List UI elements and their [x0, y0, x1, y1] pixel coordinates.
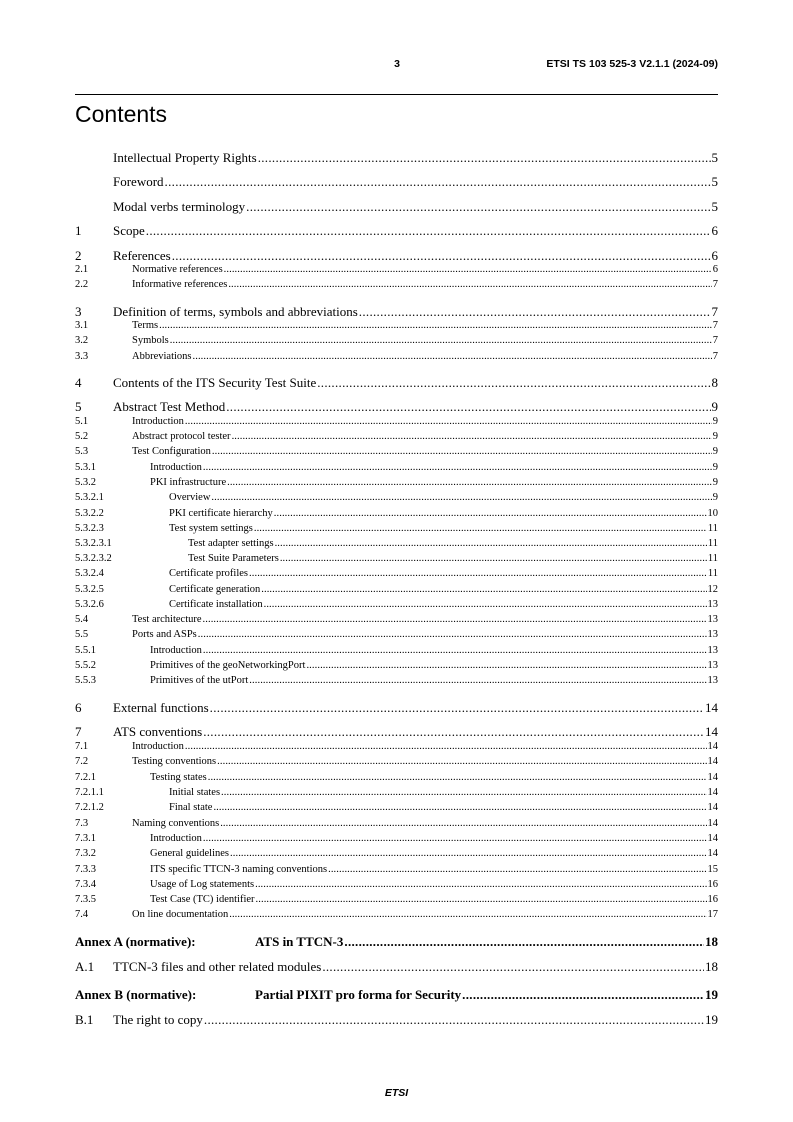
toc-entry-page: 5: [711, 199, 718, 214]
toc-entry[interactable]: [75, 756, 718, 769]
toc-entry-page: 9: [712, 431, 718, 442]
toc-leader-dots: [264, 599, 707, 610]
toc-leader-dots: [203, 833, 707, 844]
toc-leader-dots: [249, 675, 706, 686]
toc-entry-number: 5.3.2.2: [75, 508, 104, 519]
toc-annex-entry[interactable]: [75, 934, 718, 950]
toc-entry[interactable]: [75, 584, 718, 597]
toc-entry[interactable]: [75, 741, 718, 754]
toc-entry-number: 7.3.4: [75, 879, 96, 890]
toc-leader-dots: [203, 614, 707, 625]
toc-entry-page: 5: [711, 150, 718, 165]
toc-entry-title: Ports and ASPs: [132, 629, 197, 640]
toc-entry-number: 7: [75, 724, 82, 739]
toc-entry[interactable]: [75, 477, 718, 490]
toc-entry-number: 5.3.2.1: [75, 492, 104, 503]
toc-entry[interactable]: [75, 538, 718, 551]
toc-entry-title: Test Configuration: [132, 446, 211, 457]
toc-entry[interactable]: [75, 320, 718, 333]
toc-leader-dots: [170, 335, 712, 346]
toc-entry-title: Contents of the ITS Security Test Suite: [113, 375, 317, 390]
toc-leader-dots: [258, 150, 711, 166]
toc-entry-title: ATS conventions: [113, 724, 203, 739]
toc-entry[interactable]: [75, 199, 718, 215]
toc-entry-page: 9: [712, 416, 718, 427]
toc-entry-page: 13: [707, 675, 718, 686]
toc-annex-entry[interactable]: [75, 987, 718, 1003]
toc-entry-title: References: [113, 248, 171, 263]
toc-leader-dots: [274, 508, 707, 519]
toc-entry-number: 5.3.2.4: [75, 568, 104, 579]
toc-entry-number: 7.3.5: [75, 894, 96, 905]
toc-entry-page: 14: [707, 833, 718, 844]
toc-leader-dots: [204, 1012, 704, 1028]
toc-entry[interactable]: [75, 675, 718, 688]
toc-leader-dots: [228, 279, 711, 290]
toc-entry-number: 5.5.1: [75, 645, 96, 656]
toc-entry-number: 2.2: [75, 279, 89, 290]
toc-leader-dots: [211, 492, 711, 503]
toc-entry-title: Testing conventions: [132, 756, 217, 767]
toc-entry-number: 7.3.1: [75, 833, 96, 844]
toc-entry-page: 12: [707, 584, 718, 595]
toc-entry[interactable]: [75, 1012, 718, 1028]
toc-entry-title: Partial PIXIT pro forma for Security: [255, 987, 462, 1002]
toc-entry-title: Definition of terms, symbols and abbreviations: [113, 304, 358, 319]
page-number: 3: [394, 58, 400, 70]
toc-entry-title: Certificate generation: [169, 584, 261, 595]
toc-leader-dots: [224, 264, 712, 275]
toc-entry[interactable]: [75, 351, 718, 364]
toc-entry-page: 9: [712, 462, 718, 473]
toc-entry-number: 7.2.1: [75, 772, 96, 783]
toc-entry[interactable]: [75, 568, 718, 581]
toc-entry[interactable]: [75, 629, 718, 642]
toc-entry-title: Test Suite Parameters: [188, 553, 279, 564]
toc-entry-title: TTCN-3 files and other related modules: [113, 959, 322, 974]
toc-entry[interactable]: [75, 264, 718, 277]
toc-entry-title: PKI infrastructure: [150, 477, 227, 488]
toc-entry-title: Initial states: [169, 787, 221, 798]
toc-entry[interactable]: [75, 833, 718, 846]
toc-entry-title: The right to copy: [113, 1012, 203, 1027]
toc-leader-dots: [306, 660, 706, 671]
toc-entry-title: Intellectual Property Rights: [113, 150, 257, 165]
toc-entry-title: Test adapter settings: [188, 538, 274, 549]
toc-entry-number: 6: [75, 700, 82, 715]
toc-leader-dots: [185, 741, 707, 752]
toc-entry-title: Test system settings: [169, 523, 253, 534]
toc-entry-page: 14: [707, 848, 718, 859]
toc-entry-number: 5.5.3: [75, 675, 96, 686]
toc-entry-page: 11: [707, 553, 718, 564]
toc-entry-number: 2.1: [75, 264, 89, 275]
toc-entry-title: On line documentation: [132, 909, 229, 920]
toc-entry-page: 18: [705, 959, 718, 974]
toc-leader-dots: [185, 416, 712, 427]
toc-entry-title: Test architecture: [132, 614, 202, 625]
toc-entry[interactable]: [75, 416, 718, 429]
toc-entry[interactable]: [75, 787, 718, 800]
toc-entry[interactable]: [75, 879, 718, 892]
toc-entry-number: 7.2: [75, 756, 89, 767]
toc-entry-title: Certificate profiles: [169, 568, 249, 579]
toc-entry[interactable]: [75, 772, 718, 785]
toc-entry-title: PKI certificate hierarchy: [169, 508, 273, 519]
toc-entry-title: Primitives of the geoNetworkingPort: [150, 660, 306, 671]
toc-entry-page: 13: [707, 614, 718, 625]
toc-leader-dots: [213, 802, 706, 813]
toc-entry[interactable]: [75, 462, 718, 475]
toc-entry-number: 7.2.1.2: [75, 802, 104, 813]
toc-entry-page: 18: [705, 934, 718, 949]
toc-entry-title: Final state: [169, 802, 213, 813]
toc-leader-dots: [359, 304, 711, 320]
toc-entry-title: Symbols: [132, 335, 169, 346]
toc-leader-dots: [208, 772, 707, 783]
toc-entry[interactable]: [75, 279, 718, 292]
toc-entry-page: 11: [707, 523, 718, 534]
toc-entry-number: 5.3: [75, 446, 89, 457]
toc-leader-dots: [227, 477, 712, 488]
toc-entry[interactable]: [75, 553, 718, 566]
toc-entry-page: 9: [712, 477, 718, 488]
toc-leader-dots: [203, 645, 707, 656]
toc-leader-dots: [462, 987, 704, 1003]
toc-entry-number: 5.1: [75, 416, 89, 427]
toc-entry-page: 7: [712, 351, 718, 362]
toc-leader-dots: [256, 894, 707, 905]
toc-leader-dots: [221, 787, 706, 798]
toc-entry-page: 6: [711, 223, 718, 238]
toc-entry[interactable]: [75, 959, 718, 975]
toc-entry[interactable]: [75, 724, 718, 740]
toc-entry-page: 13: [707, 645, 718, 656]
toc-leader-dots: [255, 879, 706, 890]
toc-entry-number: 3.3: [75, 351, 89, 362]
toc-entry-number: 5.3.2.3.1: [75, 538, 112, 549]
toc-entry-number: 7.3: [75, 818, 89, 829]
toc-entry-title: ATS in TTCN-3: [255, 934, 344, 949]
toc-entry[interactable]: [75, 492, 718, 505]
toc-entry-title: Scope: [113, 223, 145, 238]
toc-entry-page: 13: [707, 660, 718, 671]
toc-entry[interactable]: [75, 802, 718, 815]
toc-leader-dots: [203, 462, 712, 473]
toc-entry-title: ITS specific TTCN-3 naming conventions: [150, 864, 328, 875]
toc-leader-dots: [328, 864, 706, 875]
toc-leader-dots: [146, 223, 711, 239]
toc-leader-dots: [275, 538, 707, 549]
toc-entry-number: B.1: [75, 1012, 94, 1027]
toc-entry-title: Naming conventions: [132, 818, 220, 829]
toc-entry-number: 7.4: [75, 909, 89, 920]
toc-entry-page: 14: [707, 756, 718, 767]
toc-leader-dots: [254, 523, 707, 534]
toc-entry-number: 7.1: [75, 741, 89, 752]
toc-entry-page: 11: [707, 568, 718, 579]
toc-entry-page: 19: [705, 987, 718, 1002]
page-title: Contents: [75, 101, 168, 127]
toc-entry-page: 10: [707, 508, 718, 519]
toc-entry-title: Informative references: [132, 279, 228, 290]
toc-entry-title: External functions: [113, 700, 209, 715]
toc-entry-number: 5.5.2: [75, 660, 96, 671]
toc-leader-dots: [280, 553, 707, 564]
toc-entry-page: 7: [711, 304, 718, 319]
toc-entry-page: 14: [707, 818, 718, 829]
toc-entry-title: Abstract protocol tester: [132, 431, 231, 442]
toc-entry[interactable]: [75, 304, 718, 320]
toc-entry-number: 2: [75, 248, 82, 263]
toc-entry-title: Overview: [169, 492, 211, 503]
toc-entry-page: 7: [712, 279, 718, 290]
toc-entry[interactable]: [75, 150, 718, 166]
toc-entry-page: 16: [707, 879, 718, 890]
toc-entry-number: 4: [75, 375, 82, 390]
toc-entry-page: 8: [711, 375, 718, 390]
toc-entry-number: 5.3.2: [75, 477, 96, 488]
toc-leader-dots: [317, 375, 710, 391]
toc-entry-number: 5.4: [75, 614, 89, 625]
toc-entry-number: 7.2.1.1: [75, 787, 104, 798]
toc-entry[interactable]: [75, 864, 718, 877]
toc-entry-title: Test Case (TC) identifier: [150, 894, 255, 905]
toc-entry-page: 9: [712, 492, 718, 503]
toc-entry-number: 3.1: [75, 320, 89, 331]
toc-entry-number: Annex A (normative):: [75, 934, 196, 949]
toc-entry-page: 15: [707, 864, 718, 875]
toc-entry-page: 13: [707, 599, 718, 610]
toc-entry-number: 5.3.2.6: [75, 599, 104, 610]
toc-entry-number: 5.2: [75, 431, 89, 442]
toc-entry-page: 14: [707, 787, 718, 798]
toc-entry-number: 5.3.2.5: [75, 584, 104, 595]
toc-entry-page: 7: [712, 320, 718, 331]
toc-leader-dots: [165, 174, 711, 190]
toc-entry-page: 14: [707, 741, 718, 752]
toc-entry[interactable]: [75, 508, 718, 521]
toc-entry[interactable]: [75, 399, 718, 415]
toc-entry[interactable]: [75, 660, 718, 673]
toc-entry-number: 1: [75, 223, 82, 238]
toc-entry-title: Normative references: [132, 264, 223, 275]
toc-leader-dots: [229, 909, 706, 920]
toc-entry-number: A.1: [75, 959, 95, 974]
toc-entry-title: Abstract Test Method: [113, 399, 226, 414]
toc-entry-page: 9: [712, 446, 718, 457]
toc-entry-title: Terms: [132, 320, 159, 331]
toc-entry[interactable]: [75, 446, 718, 459]
toc-entry-title: Certificate installation: [169, 599, 263, 610]
toc-leader-dots: [220, 818, 706, 829]
toc-entry-page: 14: [705, 700, 718, 715]
toc-entry-title: Usage of Log statements: [150, 879, 255, 890]
toc-entry[interactable]: [75, 894, 718, 907]
toc-entry[interactable]: [75, 614, 718, 627]
toc-leader-dots: [193, 351, 712, 362]
toc-leader-dots: [322, 959, 704, 975]
toc-leader-dots: [198, 629, 707, 640]
toc-entry-number: 5.3.2.3.2: [75, 553, 112, 564]
toc-leader-dots: [249, 568, 707, 579]
toc-entry-number: 5.5: [75, 629, 89, 640]
toc-entry-page: 9: [711, 399, 718, 414]
toc-entry[interactable]: [75, 174, 718, 190]
toc-entry[interactable]: [75, 818, 718, 831]
toc-leader-dots: [172, 248, 711, 264]
toc-entry-number: 5.3.2.3: [75, 523, 104, 534]
toc-entry-title: Modal verbs terminology: [113, 199, 246, 214]
toc-entry[interactable]: [75, 645, 718, 658]
toc-leader-dots: [230, 848, 706, 859]
toc-entry-page: 7: [712, 335, 718, 346]
toc-entry-number: 3.2: [75, 335, 89, 346]
toc-entry-page: 13: [707, 629, 718, 640]
toc-entry-page: 14: [705, 724, 718, 739]
toc-entry[interactable]: [75, 848, 718, 861]
toc-leader-dots: [217, 756, 706, 767]
toc-entry-title: Introduction: [150, 833, 202, 844]
toc-leader-dots: [210, 700, 704, 716]
toc-entry[interactable]: [75, 335, 718, 348]
toc-entry[interactable]: [75, 248, 718, 264]
toc-entry-title: Abbreviations: [132, 351, 192, 362]
toc-leader-dots: [344, 934, 704, 950]
toc-entry-page: 6: [712, 264, 718, 275]
toc-entry-page: 14: [707, 802, 718, 813]
toc-entry-number: 7.3.2: [75, 848, 96, 859]
toc-entry-number: 3: [75, 304, 82, 319]
toc-leader-dots: [203, 724, 704, 740]
toc-leader-dots: [232, 431, 712, 442]
toc-entry[interactable]: [75, 700, 718, 716]
toc-entry-page: 17: [707, 909, 718, 920]
toc-entry-title: Testing states: [150, 772, 207, 783]
toc-entry-page: 14: [707, 772, 718, 783]
toc-entry-title: Introduction: [132, 416, 184, 427]
toc-entry[interactable]: [75, 375, 718, 391]
toc-entry-title: Foreword: [113, 174, 164, 189]
toc-leader-dots: [159, 320, 712, 331]
toc-entry-page: 19: [705, 1012, 718, 1027]
toc-entry[interactable]: [75, 909, 718, 922]
toc-leader-dots: [212, 446, 712, 457]
toc-entry-title: Introduction: [132, 741, 184, 752]
toc-leader-dots: [246, 199, 710, 215]
toc-entry-page: 5: [711, 174, 718, 189]
toc-entry[interactable]: [75, 223, 718, 239]
toc-entry-title: General guidelines: [150, 848, 230, 859]
toc-entry-number: 5: [75, 399, 82, 414]
toc-entry-number: 5.3.1: [75, 462, 96, 473]
toc-entry-page: 16: [707, 894, 718, 905]
document-identifier: ETSI TS 103 525-3 V2.1.1 (2024-09): [546, 58, 718, 70]
toc-entry-page: 11: [707, 538, 718, 549]
toc-entry[interactable]: [75, 599, 718, 612]
toc-entry[interactable]: [75, 523, 718, 536]
page-footer: ETSI: [384, 1087, 409, 1099]
toc-entry-page: 6: [711, 248, 718, 263]
toc-entry-number: Annex B (normative):: [75, 987, 197, 1002]
toc-entry-title: Introduction: [150, 645, 202, 656]
toc-entry-title: Primitives of the utPort: [150, 675, 249, 686]
toc-entry-title: Introduction: [150, 462, 202, 473]
toc-leader-dots: [261, 584, 706, 595]
toc-entry[interactable]: [75, 431, 718, 444]
toc-leader-dots: [226, 399, 710, 415]
toc-entry-number: 7.3.3: [75, 864, 96, 875]
